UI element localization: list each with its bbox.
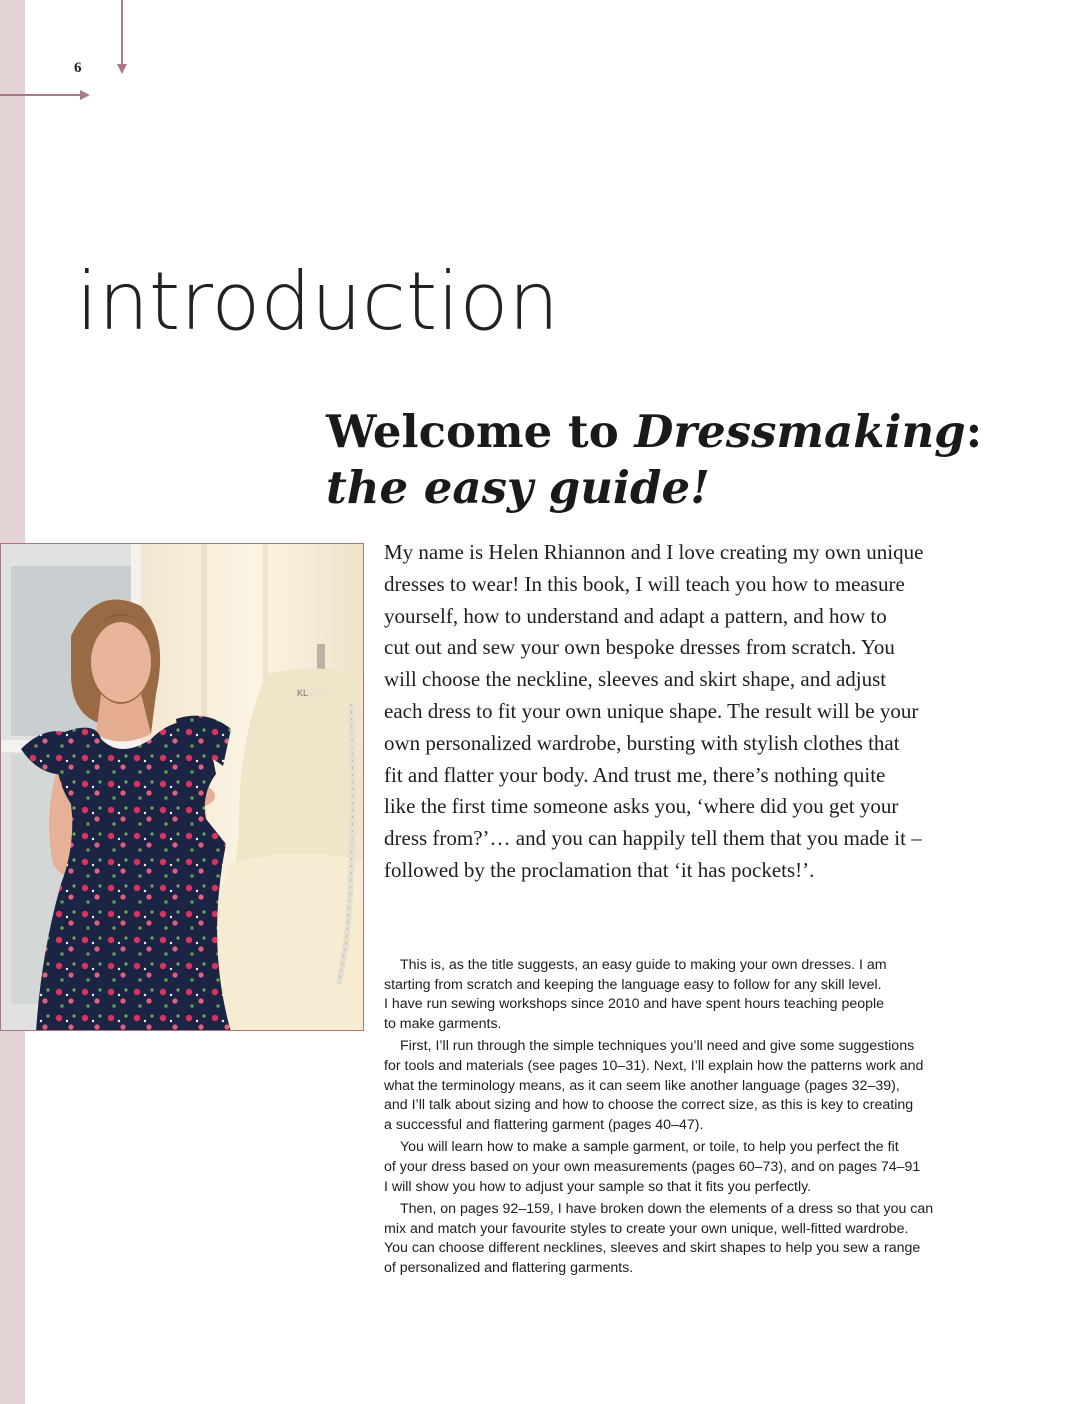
headline-subtitle: the easy guide! — [326, 461, 710, 514]
corner-mark-vertical-line — [121, 0, 123, 66]
headline — [326, 404, 1046, 516]
intro-paragraph — [384, 537, 994, 887]
corner-mark-horizontal-line — [0, 94, 82, 96]
body-line: I have run sewing workshops since 2010 and have spent hours teaching people — [384, 996, 885, 1013]
page-number: 6 — [74, 60, 82, 76]
body-paragraph — [384, 1037, 994, 1135]
intro-line: like the first time someone asks you, ‘where did you get your — [384, 794, 899, 819]
body-line: You can choose different necklines, sleeves and skirt shapes to help you sew a range — [384, 1240, 921, 1257]
body-line: I will show you how to adjust your sample so that it fits you perfectly. — [384, 1178, 812, 1195]
intro-line: will choose the neckline, sleeves and skirt shape, and adjust — [384, 667, 887, 692]
author-photo-illustration — [1, 544, 364, 1031]
body-line: This is, as the title suggests, an easy guide to making your own dresses. I am — [400, 957, 887, 973]
body-paragraph — [384, 956, 994, 1034]
body-line: what the terminology means, as it can seem like another language (pages 32–39), — [384, 1077, 900, 1094]
corner-arrow-right-icon — [80, 90, 90, 100]
body-line: for tools and materials (see pages 10–31). Next, I’ll explain how the patterns work and — [384, 1057, 924, 1074]
intro-line: cut out and sew your own bespoke dresses from scratch. You — [384, 635, 895, 660]
intro-line: fit and flatter your body. And trust me, there’s nothing quite — [384, 762, 886, 787]
intro-line: dresses to wear! In this book, I will teach you how to measure — [384, 571, 905, 596]
body-line: You will learn how to make a sample garment, or toile, to help you perfect the fit — [400, 1139, 899, 1156]
body-line: of personalized and flattering garments. — [384, 1259, 634, 1276]
body-line: and I’ll talk about sizing and how to choose the correct size, as this is key to creating — [384, 1097, 914, 1114]
intro-line: own personalized wardrobe, bursting with stylish clothes that — [384, 730, 900, 755]
corner-arrow-down-icon — [117, 64, 127, 74]
body-line: starting from scratch and keeping the language easy to follow for any skill level. — [384, 976, 882, 993]
intro-line: dress from?’… and you can happily tell them that you made it – — [384, 826, 922, 851]
body-line: of your dress based on your own measurements (pages 60–73), and on pages 74–91 — [384, 1158, 921, 1175]
chapter-title: introduction — [76, 255, 560, 348]
headline-part1: Welcome to — [326, 405, 635, 458]
body-line: First, I’ll run through the simple techniques you’ll need and give some suggestions — [400, 1038, 915, 1055]
body-line: mix and match your favourite styles to create your own unique, well-fitted wardrobe. — [384, 1220, 909, 1237]
intro-line: yourself, how to understand and adapt a pattern, and how to — [384, 603, 887, 628]
body-line: a successful and flattering garment (pages 40–47). — [384, 1116, 704, 1133]
intro-line: My name is Helen Rhiannon and I love creating my own unique — [384, 540, 924, 564]
intro-line: each dress to fit your own unique shape. The result will be your — [384, 698, 919, 723]
author-photo — [0, 543, 364, 1031]
mannequin-tag: KL — [297, 688, 309, 698]
body-paragraph — [384, 1138, 994, 1197]
intro-line: followed by the proclamation that ‘it has pockets!’. — [384, 857, 815, 882]
headline-book-title: Dressmaking — [634, 405, 966, 458]
body-line: to make garments. — [384, 1015, 502, 1032]
headline-colon: : — [965, 405, 983, 458]
body-paragraph — [384, 1200, 994, 1278]
body-text — [384, 956, 994, 1282]
body-line: Then, on pages 92–159, I have broken down the elements of a dress so that you can — [400, 1201, 934, 1218]
